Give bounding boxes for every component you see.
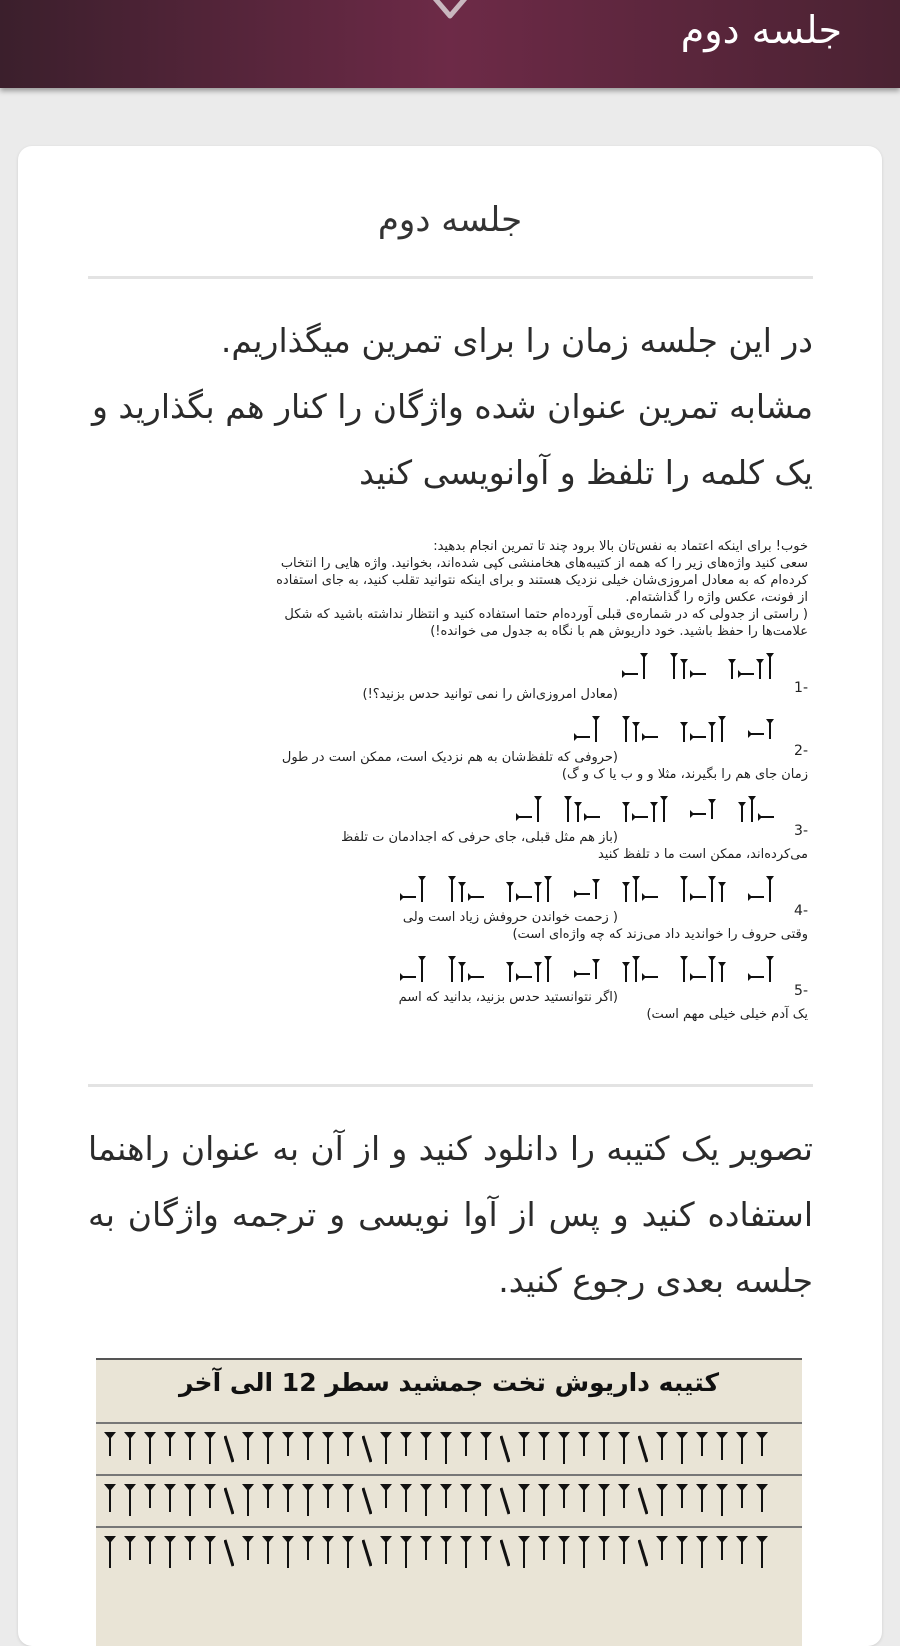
cuneiform-glyph-icon — [460, 1432, 472, 1466]
cuneiform-glyph-icon — [676, 1536, 688, 1570]
cuneiform-glyph-icon — [224, 1486, 234, 1516]
cuneiform-glyph-icon — [124, 1536, 136, 1570]
cuneiform-word-image — [98, 646, 808, 686]
exercise-text: (باز هم مثل قبلی، جای حرفی که اجدادمان ت تلفظ — [341, 830, 618, 845]
cuneiform-glyph-icon — [748, 719, 774, 739]
inscription-caption: کتیبه داریوش تخت جمشید سطر 12 الی آخر — [179, 1368, 719, 1397]
cuneiform-glyph-icon — [680, 716, 726, 742]
exercise-text: (حروفی که تلفظ‌شان به هم نزدیک است، ممکن است در طول — [281, 750, 618, 765]
exercise-text: یک آدم خیلی خیلی مهم است) — [646, 1007, 808, 1022]
cuneiform-glyph-icon — [204, 1536, 216, 1570]
cuneiform-glyph-icon — [736, 1432, 748, 1466]
cuneiform-glyph-icon — [756, 1432, 768, 1466]
cuneiform-glyph-icon — [748, 956, 774, 982]
cuneiform-glyph-icon — [460, 1484, 472, 1518]
cuneiform-glyph-icon — [506, 876, 552, 902]
cuneiform-glyph-icon — [622, 796, 668, 822]
cuneiform-glyph-icon — [756, 1484, 768, 1518]
exercise-text: (اگر نتوانستید حدس بزنید، بدانید که اسم — [398, 990, 618, 1005]
cuneiform-glyph-icon — [656, 1432, 668, 1466]
cuneiform-glyph-icon — [638, 1486, 648, 1516]
title-divider — [88, 276, 813, 279]
cuneiform-glyph-icon — [400, 1484, 412, 1518]
cuneiform-glyph-icon — [518, 1484, 530, 1518]
cuneiform-glyph-icon — [622, 653, 648, 679]
cuneiform-glyph-icon — [680, 876, 726, 902]
scanned-intro-line: خوب! برای اینکه اعتماد به نفس‌تان بالا برود چند تا تمرین انجام بدهید: — [433, 539, 808, 554]
cuneiform-glyph-icon — [224, 1434, 234, 1464]
cuneiform-glyph-icon — [670, 653, 706, 679]
cuneiform-glyph-icon — [184, 1536, 196, 1570]
cuneiform-glyph-icon — [756, 1536, 768, 1570]
intro-line: در این جلسه زمان را برای تمرین میگذاریم. — [220, 321, 813, 360]
exercise-number: -1 — [794, 680, 808, 696]
cuneiform-glyph-icon — [448, 876, 484, 902]
app-bar-title: جلسه دوم — [680, 8, 842, 52]
cuneiform-glyph-icon — [380, 1484, 392, 1518]
cuneiform-glyph-icon — [598, 1536, 610, 1570]
cuneiform-glyph-icon — [656, 1484, 668, 1518]
exercise-text: ( زحمت خواندن حروفش زیاد است ولی — [402, 910, 618, 925]
exercise-text: (معادل امروزی‌اش را نمی توانید حدس بزنید؟!) — [362, 687, 618, 702]
cuneiform-glyph-icon — [500, 1538, 510, 1568]
cuneiform-glyph-icon — [516, 796, 542, 822]
cuneiform-glyph-icon — [164, 1432, 176, 1466]
cuneiform-glyph-icon — [420, 1432, 432, 1466]
cuneiform-glyph-icon — [400, 876, 426, 902]
exercise-number: -4 — [794, 903, 808, 919]
cuneiform-glyph-icon — [518, 1536, 530, 1570]
cuneiform-glyph-icon — [676, 1484, 688, 1518]
cuneiform-glyph-icon — [104, 1484, 116, 1518]
cuneiform-glyph-icon — [164, 1484, 176, 1518]
cuneiform-glyph-icon — [144, 1432, 156, 1466]
cuneiform-glyph-icon — [322, 1484, 334, 1518]
cuneiform-glyph-icon — [322, 1536, 334, 1570]
cuneiform-glyph-icon — [656, 1536, 668, 1570]
intro-paragraph — [88, 308, 813, 506]
cuneiform-glyph-icon — [538, 1484, 550, 1518]
cuneiform-glyph-icon — [282, 1432, 294, 1466]
cuneiform-glyph-icon — [538, 1432, 550, 1466]
cuneiform-glyph-icon — [262, 1536, 274, 1570]
cuneiform-glyph-icon — [564, 796, 600, 822]
cuneiform-glyph-icon — [638, 1434, 648, 1464]
cuneiform-glyph-icon — [302, 1432, 314, 1466]
cuneiform-glyph-icon — [144, 1484, 156, 1518]
download-line: تصویر یک کتیبه را دانلود کنید و از آن به عنوان راهنما — [88, 1129, 813, 1168]
download-line: استفاده کنید و پس از آوا نویسی و ترجمه واژگان به — [88, 1195, 813, 1234]
exercise-text: زمان جای هم را بگیرند، مثلا و و ب یا ک و گ) — [561, 767, 808, 782]
cuneiform-word-image — [98, 869, 808, 909]
inscription-image — [96, 1358, 802, 1646]
cuneiform-glyph-icon — [440, 1484, 452, 1518]
cuneiform-glyph-icon — [204, 1432, 216, 1466]
exercise-number: -3 — [794, 823, 808, 839]
cuneiform-glyph-icon — [558, 1484, 570, 1518]
cuneiform-glyph-icon — [124, 1484, 136, 1518]
cuneiform-glyph-icon — [460, 1536, 472, 1570]
cuneiform-glyph-icon — [716, 1484, 728, 1518]
cuneiform-glyph-icon — [184, 1432, 196, 1466]
content-card[interactable] — [18, 146, 882, 1646]
cuneiform-glyph-icon — [322, 1432, 334, 1466]
cuneiform-glyph-icon — [716, 1536, 728, 1570]
cuneiform-glyph-icon — [400, 1432, 412, 1466]
cuneiform-glyph-icon — [500, 1486, 510, 1516]
cuneiform-glyph-icon — [676, 1432, 688, 1466]
cuneiform-glyph-icon — [420, 1536, 432, 1570]
download-paragraph — [88, 1116, 813, 1314]
cuneiform-glyph-icon — [342, 1432, 354, 1466]
section-divider — [88, 1084, 813, 1087]
cuneiform-glyph-icon — [262, 1484, 274, 1518]
page-title: جلسه دوم — [377, 200, 523, 240]
cuneiform-glyph-icon — [362, 1434, 372, 1464]
download-line: جلسه بعدی رجوع کنید. — [498, 1261, 813, 1300]
inscription-row — [96, 1526, 802, 1578]
cuneiform-glyph-icon — [578, 1432, 590, 1466]
cuneiform-glyph-icon — [144, 1536, 156, 1570]
cuneiform-glyph-icon — [282, 1484, 294, 1518]
cuneiform-glyph-icon — [342, 1536, 354, 1570]
cuneiform-glyph-icon — [104, 1536, 116, 1570]
cuneiform-glyph-icon — [480, 1484, 492, 1518]
cuneiform-glyph-icon — [598, 1432, 610, 1466]
cuneiform-glyph-icon — [124, 1432, 136, 1466]
cuneiform-glyph-icon — [302, 1484, 314, 1518]
cuneiform-glyph-icon — [538, 1536, 550, 1570]
exercise-number: -2 — [794, 743, 808, 759]
cuneiform-glyph-icon — [380, 1432, 392, 1466]
exercise-number: -5 — [794, 983, 808, 999]
cuneiform-glyph-icon — [618, 1536, 630, 1570]
cuneiform-glyph-icon — [262, 1432, 274, 1466]
intro-line: مشابه تمرین عنوان شده واژگان را کنار هم بگذارید و — [91, 387, 813, 426]
cuneiform-glyph-icon — [558, 1536, 570, 1570]
cuneiform-glyph-icon — [638, 1538, 648, 1568]
cuneiform-glyph-icon — [622, 716, 658, 742]
exercise-text: وقتی حروف را خواندید داد می‌زند که چه واژه‌ای است) — [512, 927, 808, 942]
intro-line: یک کلمه را تلفظ و آوانویسی کنید — [359, 453, 813, 492]
cuneiform-glyph-icon — [342, 1484, 354, 1518]
cuneiform-glyph-icon — [622, 956, 658, 982]
cuneiform-glyph-icon — [598, 1484, 610, 1518]
exercise-text: می‌کرده‌اند، ممکن است ما د تلفظ کنید — [597, 847, 808, 862]
cuneiform-glyph-icon — [506, 956, 552, 982]
cuneiform-glyph-icon — [448, 956, 484, 982]
cuneiform-glyph-icon — [696, 1484, 708, 1518]
scanned-intro-line: علامت‌ها را حفظ باشید. خود داریوش هم با نگاه به جدول می خوانده!) — [430, 624, 808, 639]
cuneiform-glyph-icon — [224, 1538, 234, 1568]
cuneiform-glyph-icon — [440, 1536, 452, 1570]
scanned-intro — [98, 538, 808, 640]
cuneiform-glyph-icon — [578, 1536, 590, 1570]
cuneiform-glyph-icon — [362, 1486, 372, 1516]
cuneiform-glyph-icon — [622, 876, 658, 902]
cuneiform-glyph-icon — [574, 716, 600, 742]
cuneiform-glyph-icon — [204, 1484, 216, 1518]
cuneiform-glyph-icon — [362, 1538, 372, 1568]
cuneiform-glyph-icon — [500, 1434, 510, 1464]
cuneiform-glyph-icon — [696, 1536, 708, 1570]
cuneiform-glyph-icon — [618, 1432, 630, 1466]
cuneiform-glyph-icon — [480, 1536, 492, 1570]
scanned-intro-line: از فونت، عکس واژه را گذاشته‌ام. — [625, 590, 808, 605]
scanned-intro-line: ( راستی از جدولی که در شماره‌ی قبلی آورده‌ام حتما استفاده کنید و انتظار نداشته باشید که شکل — [284, 607, 808, 622]
cuneiform-glyph-icon — [104, 1432, 116, 1466]
cuneiform-glyph-icon — [558, 1432, 570, 1466]
cuneiform-glyph-icon — [574, 879, 600, 899]
cuneiform-glyph-icon — [618, 1484, 630, 1518]
cuneiform-glyph-icon — [420, 1484, 432, 1518]
cuneiform-glyph-icon — [728, 653, 774, 679]
cuneiform-glyph-icon — [184, 1484, 196, 1518]
app-bar — [0, 0, 900, 88]
scanned-intro-line: سعی کنید واژه‌های زیر را که همه از کتیبه‌های هخامنشی کپی شده‌اند، بخوانید. واژه هایی را انتخاب — [280, 556, 808, 571]
inscription-row — [96, 1422, 802, 1474]
cuneiform-glyph-icon — [440, 1432, 452, 1466]
cuneiform-glyph-icon — [574, 959, 600, 979]
scanned-exercise — [98, 538, 808, 1023]
cuneiform-glyph-icon — [242, 1484, 254, 1518]
cuneiform-glyph-icon — [716, 1432, 728, 1466]
cuneiform-word-image — [98, 709, 808, 749]
exercise-4 — [98, 869, 808, 943]
cuneiform-glyph-icon — [242, 1432, 254, 1466]
cuneiform-glyph-icon — [480, 1432, 492, 1466]
exercise-5 — [98, 949, 808, 1023]
cuneiform-glyph-icon — [696, 1432, 708, 1466]
cuneiform-glyph-icon — [736, 1484, 748, 1518]
cuneiform-glyph-icon — [518, 1432, 530, 1466]
cuneiform-glyph-icon — [738, 796, 774, 822]
cuneiform-glyph-icon — [302, 1536, 314, 1570]
cuneiform-glyph-icon — [400, 956, 426, 982]
exercise-1 — [98, 646, 808, 703]
cuneiform-glyph-icon — [690, 799, 716, 819]
exercise-2 — [98, 709, 808, 783]
scanned-intro-line: کرده‌ام که به معادل امروزی‌شان خیلی نزدیک هستند و برای اینکه نتوانید تقلب کنید، به جای استفاده — [276, 573, 808, 588]
exercise-3 — [98, 789, 808, 863]
cuneiform-glyph-icon — [400, 1536, 412, 1570]
cuneiform-glyph-icon — [736, 1536, 748, 1570]
cuneiform-glyph-icon — [748, 876, 774, 902]
cuneiform-glyph-icon — [242, 1536, 254, 1570]
heart-logo-icon — [420, 0, 480, 30]
cuneiform-glyph-icon — [282, 1536, 294, 1570]
cuneiform-word-image — [98, 949, 808, 989]
inscription-row — [96, 1474, 802, 1526]
cuneiform-glyph-icon — [380, 1536, 392, 1570]
cuneiform-word-image — [98, 789, 808, 829]
cuneiform-glyph-icon — [680, 956, 726, 982]
cuneiform-glyph-icon — [578, 1484, 590, 1518]
cuneiform-glyph-icon — [164, 1536, 176, 1570]
